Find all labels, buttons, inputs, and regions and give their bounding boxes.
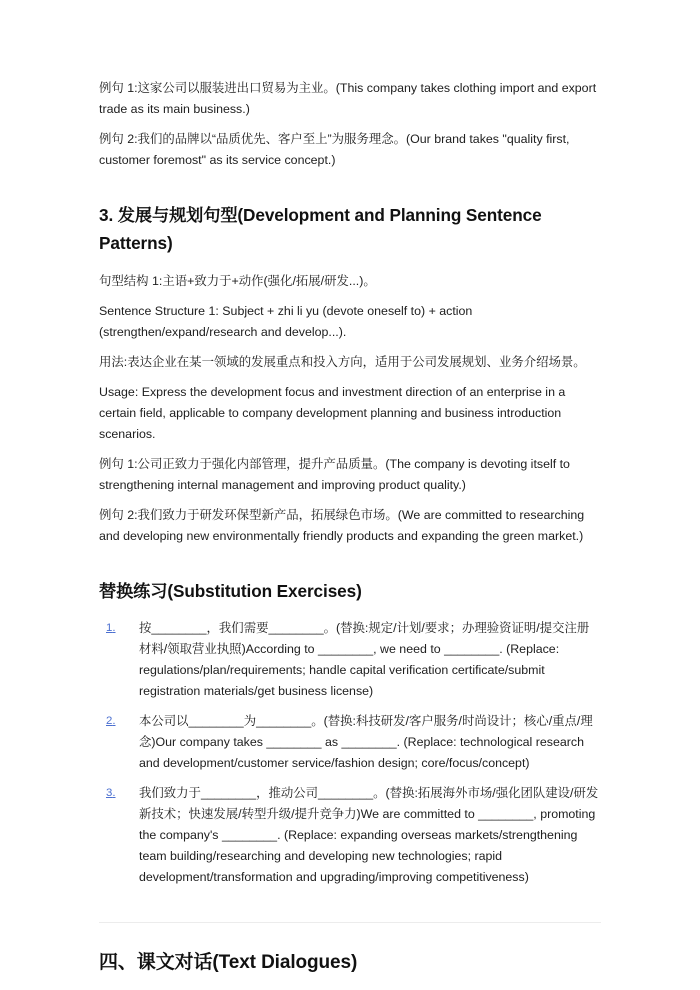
section-3-example-2: 例句 2:我们致力于研发环保型新产品，拓展绿色市场。(We are committed to researching and developing new environmentally friendly products and expanding the green market.)	[99, 508, 585, 543]
list-item	[99, 618, 601, 702]
top-example-1: 例句 1:这家公司以服装进出口贸易为主业。(This company takes clothing import and export trade as its main business.)	[99, 81, 597, 116]
exercise-text: 按________，我们需要________。(替换:规定/计划/要求；办理验资证明/提交注册材料/领取营业执照)According to ________, we need to ________. (Replace: regulations/plan/requirements; handle capital verification certificate/submit registration materials/get business license)	[139, 621, 590, 698]
section-4-heading: 四、课文对话(Text Dialogues)	[99, 952, 358, 973]
section-3-structure-en: Sentence Structure 1: Subject + zhi li yu (devote oneself to) + action (strengthen/expand/research and develop...).	[99, 304, 473, 339]
section-3-usage-cn: 用法:表达企业在某一领域的发展重点和投入方向，适用于公司发展规划、业务介绍场景。	[99, 355, 586, 369]
exercise-text: 本公司以________为________。(替换:科技研发/客户服务/时尚设计；核心/重点/理念)Our company takes ________ as ________. (Replace: technological research and development/customer service/fashion design; core/focus/concept)	[139, 714, 593, 770]
section-3-heading: 3. 发展与规划句型(Development and Planning Sentence Patterns)	[99, 205, 542, 253]
substitution-exercises-list	[99, 618, 601, 888]
list-item	[99, 711, 601, 774]
document-content	[99, 78, 601, 977]
list-item	[99, 783, 601, 888]
top-example-2: 例句 2:我们的品牌以“品质优先、客户至上”为服务理念。(Our brand takes "quality first, customer foremost" as its service concept.)	[99, 132, 570, 167]
substitution-exercises-heading: 替换练习(Substitution Exercises)	[99, 581, 362, 601]
section-3-structure-cn: 句型结构 1:主语+致力于+动作(强化/拓展/研发...)。	[99, 274, 376, 288]
section-divider	[99, 922, 601, 923]
exercise-text: 我们致力于________，推动公司________。(替换:拓展海外市场/强化团队建设/研发新技术；快速发展/转型升级/提升竞争力)We are committed to ________, promoting the company's ________. (Replace: expanding overseas markets/strengthening team building/researching and developing new technologies; rapid development/transformation and upgrading/improving competitiveness)	[139, 786, 599, 884]
section-3-example-1: 例句 1:公司正致力于强化内部管理，提升产品质量。(The company is devoting itself to strengthening internal management and improving product quality.)	[99, 457, 570, 492]
section-3-usage-en: Usage: Express the development focus and investment direction of an enterprise in a certain field, applicable to company development planning and business introduction scenarios.	[99, 385, 566, 441]
